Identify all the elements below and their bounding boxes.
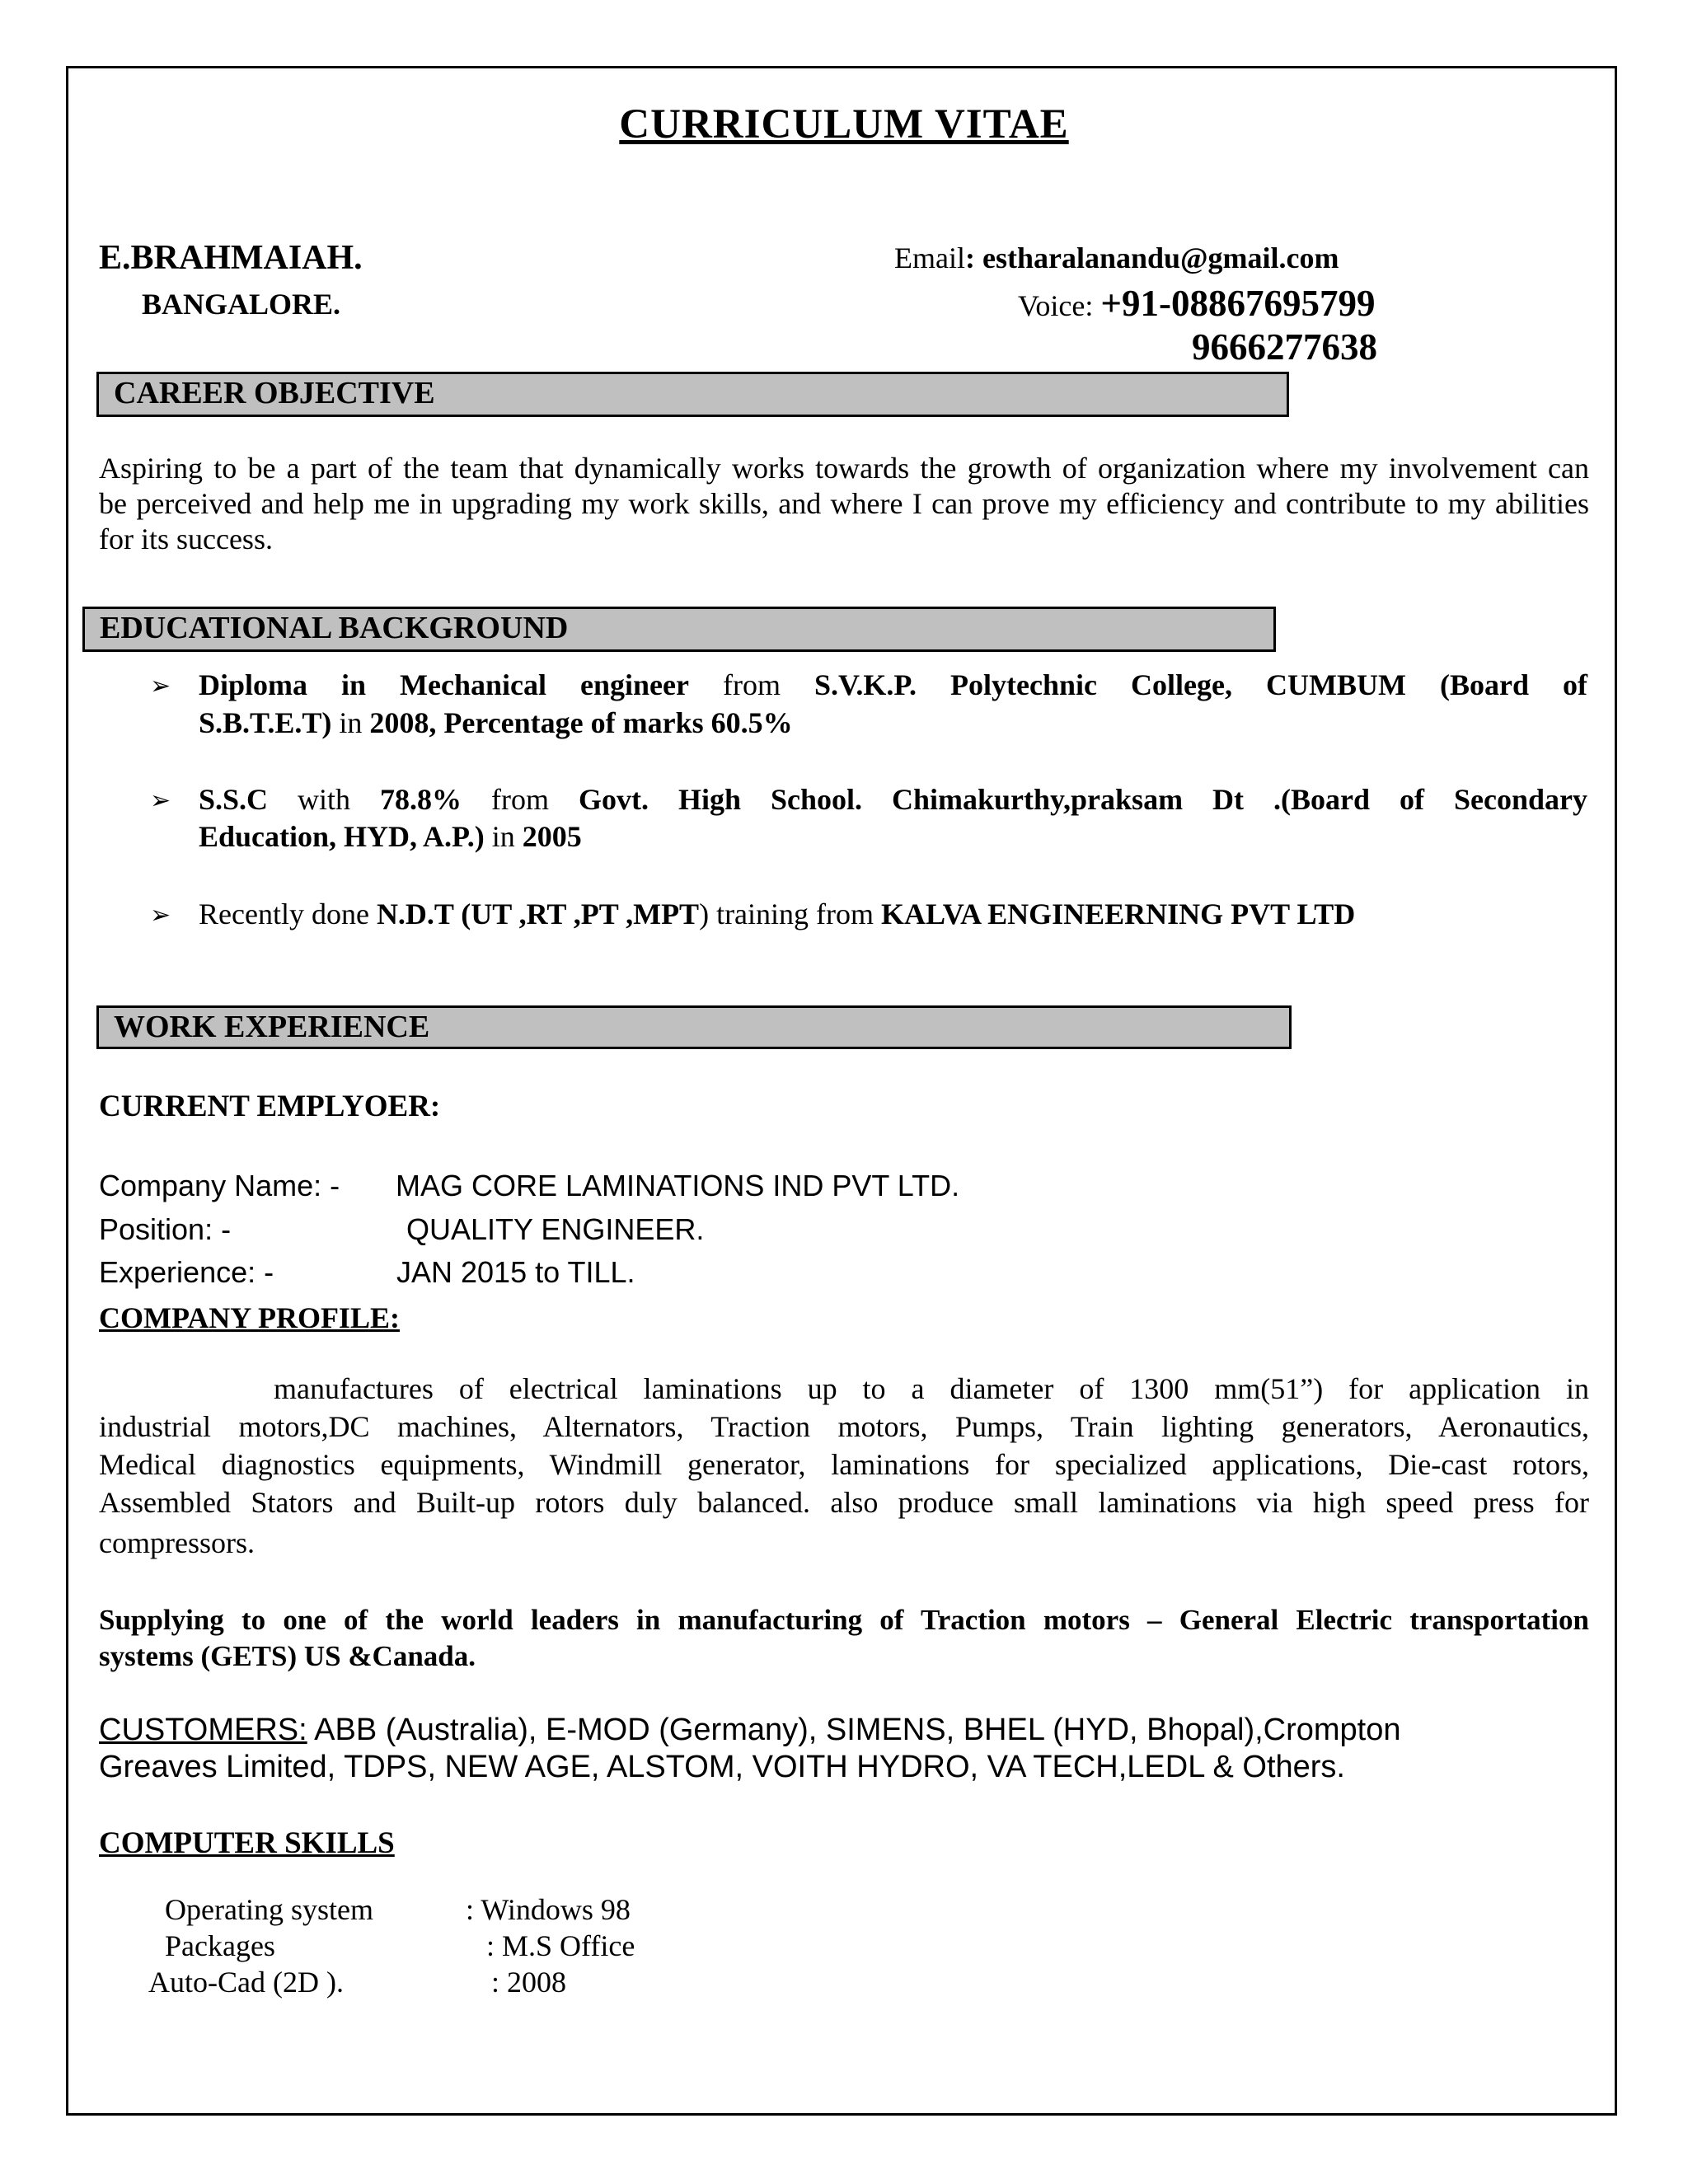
career-objective-line-2: be perceived and help me in upgrading my work skills, and where I can prove my efficiency and contribute to my abilities <box>99 487 1589 520</box>
email-value: : estharalanandu@gmail.com <box>964 241 1339 274</box>
phone-primary: +91-08867695799 <box>1100 283 1376 324</box>
position-label: Position: - <box>99 1212 232 1246</box>
career-objective-line-1: Aspiring to be a part of the team that dynamically works towards the growth of organization where my involvement can <box>99 452 1589 485</box>
experience-value: JAN 2015 to TILL. <box>396 1255 635 1289</box>
company-profile-line-1: manufactures of electrical laminations up to a diameter of 1300 mm(51”) for application in <box>274 1372 1589 1405</box>
customers-line-1: CUSTOMERS: ABB (Australia), E-MOD (Germany), SIMENS, BHEL (HYD, Bhopal),Crompton <box>99 1713 1401 1747</box>
customers-line-2: Greaves Limited, TDPS, NEW AGE, ALSTOM, VOITH HYDRO, VA TECH,LEDL & Others. <box>99 1750 1345 1784</box>
education-item-3: Recently done N.D.T (UT ,RT ,PT ,MPT) training from KALVA ENGINEERNING PVT LTD <box>199 898 1356 930</box>
education-item-1-line-2: S.B.T.E.T) in 2008, Percentage of marks 60.5% <box>199 706 793 739</box>
position-value: QUALITY ENGINEER. <box>406 1212 705 1246</box>
customers-label: CUSTOMERS: <box>99 1713 307 1747</box>
skill-value: : M.S Office <box>486 1929 635 1962</box>
skill-label: Packages <box>165 1929 275 1962</box>
current-employer-label: CURRENT EMPLYOER: <box>99 1090 441 1123</box>
candidate-city: BANGALORE. <box>142 288 341 321</box>
supply-line-2: systems (GETS) US &Canada. <box>99 1640 476 1672</box>
bullet-arrow-icon: ➢ <box>150 787 171 814</box>
voice-line <box>1018 282 1375 325</box>
company-profile-heading: COMPANY PROFILE: <box>99 1301 400 1334</box>
phone-secondary: 9666277638 <box>1192 326 1377 368</box>
education-heading: EDUCATIONAL BACKGROUND <box>82 607 1276 652</box>
voice-label: Voice: <box>1018 289 1094 322</box>
skill-value: : 2008 <box>491 1966 567 1999</box>
company-name-label: Company Name: - <box>99 1169 340 1202</box>
skill-label: Auto-Cad (2D ). <box>148 1966 344 1999</box>
skill-value: : Windows 98 <box>466 1893 631 1926</box>
education-item-2-line-2: Education, HYD, A.P.) in 2005 <box>199 820 582 853</box>
company-profile-line-4: Assembled Stators and Built-up rotors duly balanced. also produce small laminations via high speed press for <box>99 1486 1589 1519</box>
candidate-name: E.BRAHMAIAH. <box>99 239 363 277</box>
work-experience-heading: WORK EXPERIENCE <box>96 1005 1292 1049</box>
document-title: CURRICULUM VITAE <box>619 101 1069 148</box>
company-profile-line-5: compressors. <box>99 1526 255 1559</box>
experience-label: Experience: - <box>99 1255 274 1289</box>
education-item-1-line-1: Diploma in Mechanical engineer from S.V.K.P. Polytechnic College, CUMBUM (Board of <box>199 668 1587 701</box>
bullet-arrow-icon: ➢ <box>150 673 171 700</box>
email-label: Email <box>894 241 965 274</box>
company-name-value: MAG CORE LAMINATIONS IND PVT LTD. <box>396 1169 960 1202</box>
company-profile-line-3: Medical diagnostics equipments, Windmill generator, laminations for specialized applications, Die-cast rotors, <box>99 1448 1589 1481</box>
bullet-arrow-icon: ➢ <box>150 902 171 929</box>
career-objective-line-3: for its success. <box>99 523 273 555</box>
supply-line-1: Supplying to one of the world leaders in manufacturing of Traction motors – General Electric transportation <box>99 1604 1589 1636</box>
computer-skills-heading: COMPUTER SKILLS <box>99 1826 395 1860</box>
education-item-2-line-1: S.S.C with 78.8% from Govt. High School. Chimakurthy,praksam Dt .(Board of Secondary <box>199 783 1587 816</box>
career-objective-heading: CAREER OBJECTIVE <box>96 372 1289 417</box>
email-line <box>894 241 1339 275</box>
skill-label: Operating system <box>165 1893 373 1926</box>
company-profile-line-2: industrial motors,DC machines, Alternators, Traction motors, Pumps, Train lighting generators, Aeronautics, <box>99 1410 1589 1443</box>
